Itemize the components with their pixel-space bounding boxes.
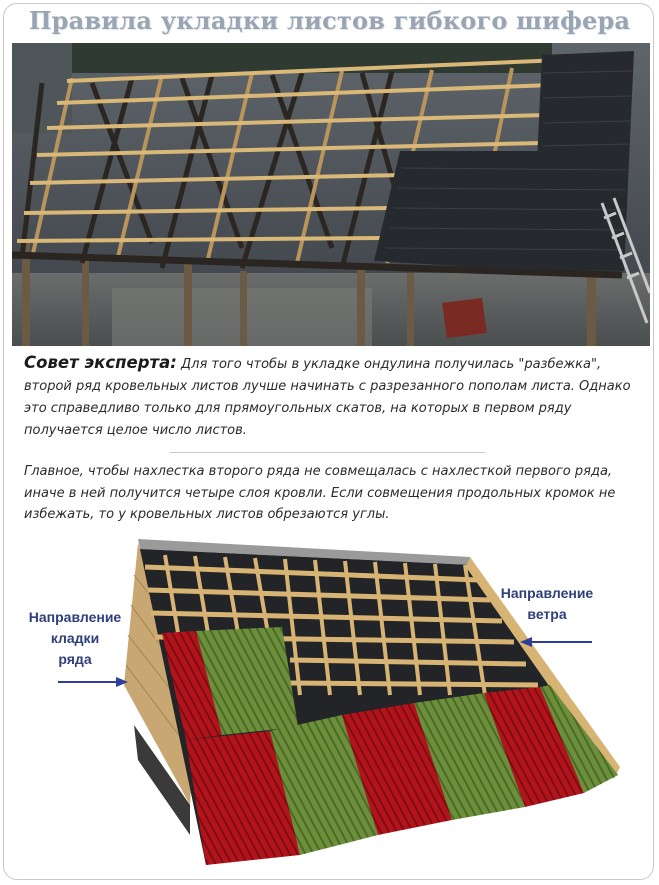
- left-label-line-1: Направление: [28, 609, 122, 625]
- divider: [170, 452, 485, 453]
- left-arrow-icon: [56, 675, 130, 689]
- expert-tip: [24, 352, 636, 442]
- roof-diagram: [0, 535, 659, 880]
- left-label-line-2: кладки: [50, 630, 100, 646]
- right-label-line-1: Направление: [500, 585, 594, 601]
- right-label: [492, 583, 602, 625]
- right-label-line-2: ветра: [527, 606, 567, 622]
- page-title: Правила укладки листов гибкого шифера: [28, 6, 631, 35]
- left-label: [14, 607, 136, 670]
- expert-tip-lead: Совет эксперта:: [24, 353, 177, 372]
- overlap-paragraph: Главное, чтобы нахлестка второго ряда не совмещалась с нахлесткой первого ряда, иначе в ней получится четыре слоя кровли. Если совмещения продольных кромок не избежать, то у кровельных листов обрезаются углы.: [24, 464, 616, 522]
- expert-tip-text: Для того чтобы в укладке ондулина получилась "разбежка", второй ряд кровельных листов лучше начинать с разрезанного пополам листа. Однако это справедливо только для прямоугольных скатов, на которых в первом ряду получается целое число листов.: [24, 357, 631, 438]
- roof-photo-illustration: [12, 43, 650, 346]
- left-label-line-3: ряда: [58, 651, 92, 667]
- right-arrow-icon: [518, 635, 594, 649]
- roof-construction-photo: [12, 43, 650, 346]
